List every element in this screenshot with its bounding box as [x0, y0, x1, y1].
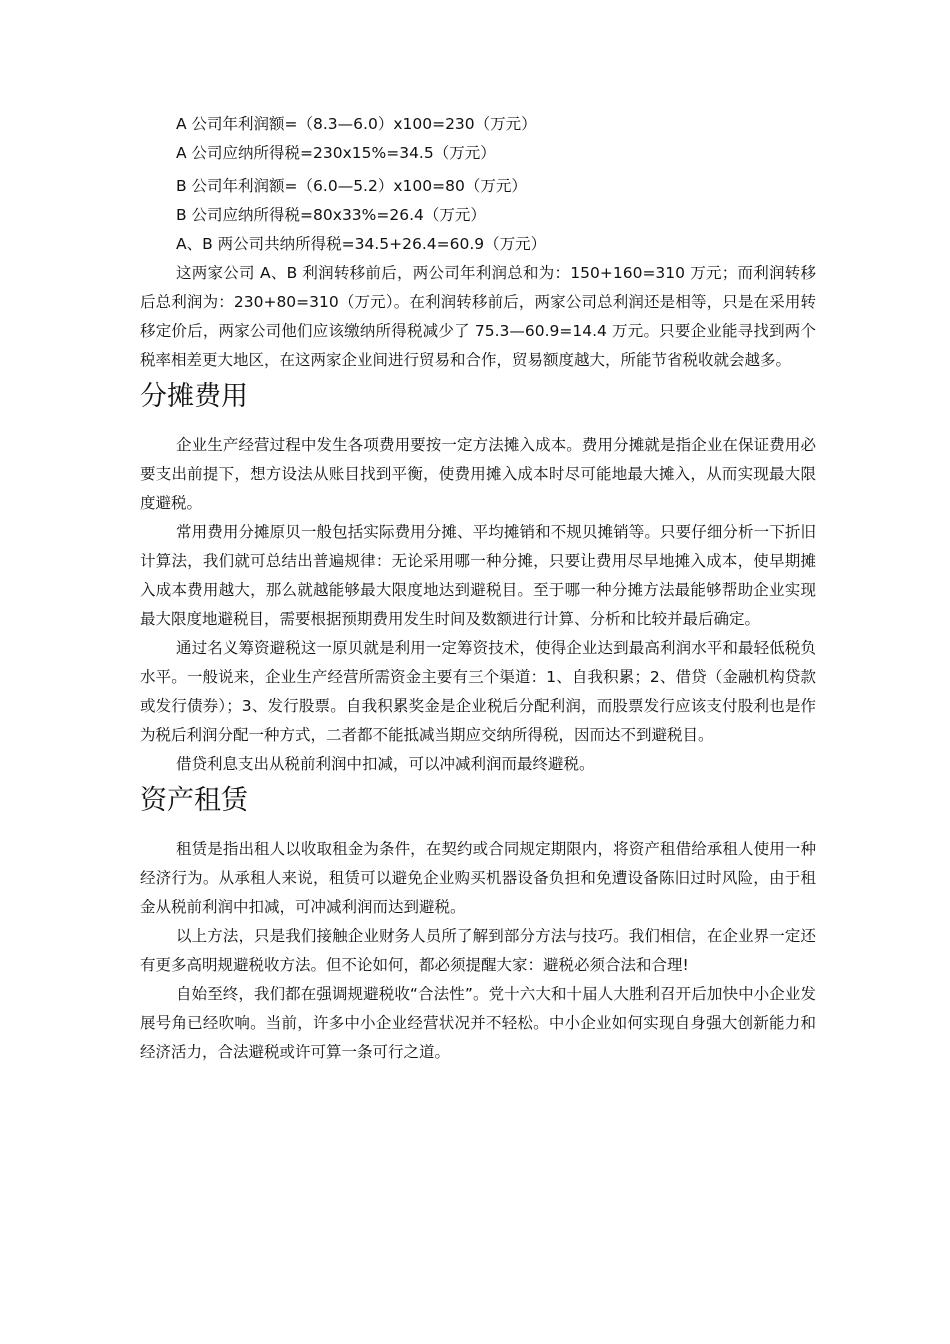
body-paragraph: 自始至终，我们都在强调规避税收“合法性”。党十六大和十届人大胜利召开后加快中小企业发展号角已经吹响。当前，许多中小企业经营状况并不轻松。中小企业如何实现自身强大创新能力和经济活力，合法避税或许可算一条可行之道。 — [140, 985, 816, 1061]
section-heading: 分摊费用 — [140, 381, 248, 412]
calc-line: B 公司年利润额=（6.0—5.2）x100=80（万元） — [176, 177, 527, 195]
body-paragraph: 常用费用分摊原贝一般包括实际费用分摊、平均摊销和不规贝摊销等。只要仔细分析一下折旧计算法，我们就可总结出普遍规律：无论采用哪一种分摊，只要让费用尽早地摊入成本，使早期摊入成本费用越大，那么就越能够最大限度地达到避税目。至于哪一种分摊方法最能够帮助企业实现最大限度地避税目，需要根据预期费用发生时间及数额进行计算、分析和比较并最后确定。 — [140, 523, 816, 628]
calc-line: A、B 两公司共纳所得税=34.5+26.4=60.9（万元） — [176, 235, 547, 253]
body-paragraph: 租赁是指出租人以收取租金为条件，在契约或合同规定期限内，将资产租借给承租人使用一种经济行为。从承租人来说，租赁可以避免企业购买机器设备负担和免遭设备陈旧过时风险，由于租金从税前利润中扣减，可冲减利润而达到避税。 — [140, 840, 816, 916]
intro-paragraph: 这两家公司 A、B 利润转移前后，两公司年利润总和为：150+160=310 万元；而利润转移后总利润为：230+80=310（万元）。在利润转移前后，两家公司总利润还是相等，只是在采用转移定价后，两家公司他们应该缴纳所得税减少了 75.3—60.9=14.4 万元。只要企业能寻找到两个税率相差更大地区，在这两家企业间进行贸易和合作，贸易额度越大，所能节省税收就会越多。 — [140, 264, 816, 369]
body-paragraph: 通过名义筹资避税这一原贝就是利用一定筹资技术，使得企业达到最高利润水平和最轻低税负水平。一般说来，企业生产经营所需资金主要有三个渠道：1、自我积累；2、借贷（金融机构贷款或发行债券）；3、发行股票。自我积累奖金是企业税后分配利润，而股票发行应该支付股利也是作为税后利润分配一种方式，二者都不能抵减当期应交纳所得税，因而达不到避税目。 — [140, 639, 816, 744]
body-paragraph: 借贷利息支出从税前利润中扣减，可以冲减利润而最终避税。 — [176, 755, 595, 773]
calc-line: B 公司应纳所得税=80x33%=26.4（万元） — [176, 206, 486, 224]
calc-line: A 公司应纳所得税=230x15%=34.5（万元） — [176, 144, 496, 162]
body-paragraph: 企业生产经营过程中发生各项费用要按一定方法摊入成本。费用分摊就是指企业在保证费用必要支出前提下，想方设法从账目找到平衡，使费用摊入成本时尽可能地最大摊入，从而实现最大限度避税。 — [140, 436, 816, 512]
section-heading: 资产租赁 — [140, 785, 248, 816]
body-paragraph: 以上方法，只是我们接触企业财务人员所了解到部分方法与技巧。我们相信，在企业界一定还有更多高明规避税收方法。但不论如何，都必须提醒大家：避税必须合法和合理! — [140, 927, 816, 974]
document-content — [140, 110, 816, 1067]
calc-line: A 公司年利润额=（8.3—6.0）x100=230（万元） — [176, 115, 537, 133]
